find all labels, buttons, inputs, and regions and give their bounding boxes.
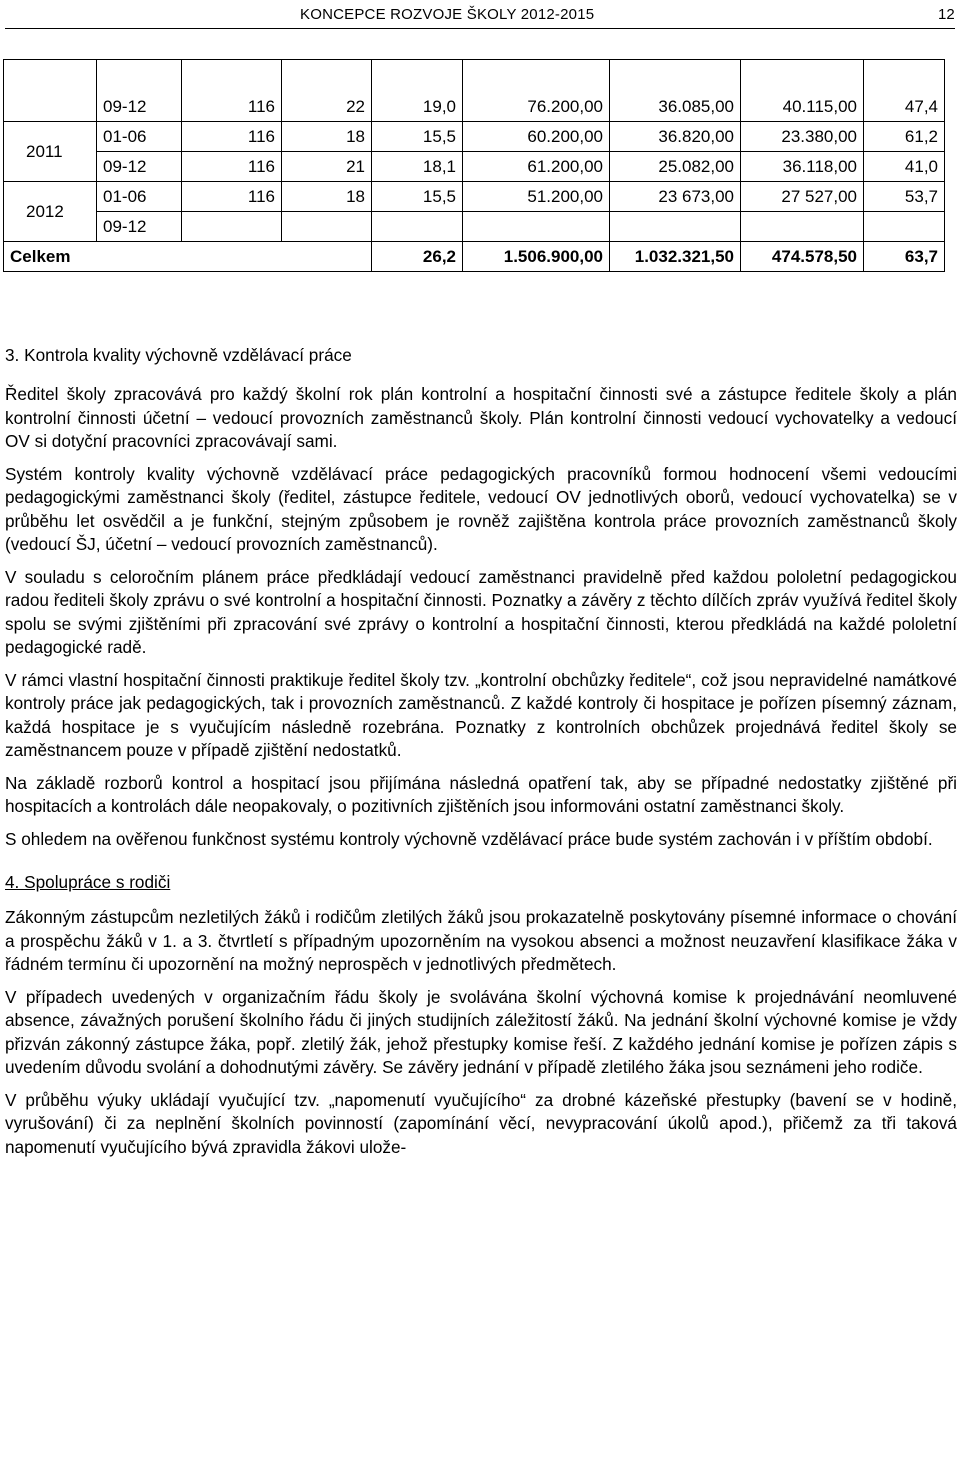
table-cell (741, 212, 864, 242)
paragraph: Zákonným zástupcům nezletilých žáků i rodičům zletilých žáků jsou prokazatelně poskytovány písemné informace o chování a prospěchu žáků v 1. a 3. čtvrtletí s případným upozorněním na vysokou absenci a možnost neuzavření klasifikace žáka v řádném termínu či upozornění na možný neprospěch v jednotlivých předmětech. (5, 907, 957, 974)
total-cell: 26,2 (372, 242, 463, 272)
page-header (0, 0, 960, 30)
page-content (5, 344, 957, 1168)
period-cell: 01-06 (97, 182, 182, 212)
table-cell (610, 212, 741, 242)
table-cell: 15,5 (372, 182, 463, 212)
period-cell: 09-12 (97, 60, 182, 122)
paragraph: V rámci vlastní hospitační činnosti praktikuje ředitel školy tzv. „kontrolní obchůzky ředitele“, což jsou nepravidelné namátkové kontroly práce jak pedagogických, tak i provozních zaměstnanců. Z každé kontroly či hospitace je pořízen písemný záznam, každá hospitace je s vyučujícím následně rozebrána. Poznatky z kontrolních obchůzek projednává ředitel školy se zaměstnancem pouze v případě zjištění nedostatků. (5, 669, 957, 760)
table-cell: 18,1 (372, 152, 463, 182)
table-cell: 15,5 (372, 122, 463, 152)
table-row (4, 182, 945, 212)
table-cell: 116 (182, 152, 282, 182)
section-heading: 3. Kontrola kvality výchovně vzdělávací práce (5, 345, 352, 365)
document-title: KONCEPCE ROZVOJE ŠKOLY 2012-2015 (300, 6, 595, 23)
table-cell: 23 673,00 (610, 182, 741, 212)
paragraph: Systém kontroly kvality výchovně vzdělávací práce pedagogických pracovníků formou hodnocení všemi vedoucími pedagogickými zaměstnanci školy (ředitel, zástupce ředitele, vedoucí OV jednotlivých oborů, vedoucí vychovatelka) se v průběhu let osvědčil a je funkční, stejným způsobem je rovněž zajištěna kontrola práce provozních zaměstnanců školy (vedoucí ŠJ, účetní – vedoucí provozních zaměstnanců). (5, 463, 957, 554)
period-cell: 09-12 (97, 152, 182, 182)
table-cell: 116 (182, 182, 282, 212)
paragraph: Ředitel školy zpracovává pro každý školní rok plán kontrolní a hospitační činnosti své a zástupce ředitele školy a plán kontrolní činnosti účetní – vedoucí provozních zaměstnanců školy. Plán kontrolní činnosti vedoucí vychovatelky a vedoucí OV si dotyční pracovníci zpracovávají sami. (5, 384, 957, 451)
year-cell: 2011 (4, 122, 97, 182)
data-table (3, 59, 945, 272)
period-cell: 09-12 (97, 212, 182, 242)
table-cell (864, 212, 945, 242)
period-cell: 01-06 (97, 122, 182, 152)
table-cell: 27 527,00 (741, 182, 864, 212)
table-cell: 21 (282, 152, 372, 182)
table-cell: 18 (282, 182, 372, 212)
table-cell: 47,4 (864, 60, 945, 122)
year-cell: 2012 (4, 182, 97, 242)
table-cell: 76.200,00 (463, 60, 610, 122)
table-cell: 36.820,00 (610, 122, 741, 152)
total-cell: 474.578,50 (741, 242, 864, 272)
table-cell: 40.115,00 (741, 60, 864, 122)
table-cell (372, 212, 463, 242)
table-cell: 23.380,00 (741, 122, 864, 152)
table-row (4, 60, 945, 122)
table-cell (463, 212, 610, 242)
table-cell: 116 (182, 122, 282, 152)
total-cell: 63,7 (864, 242, 945, 272)
total-label: Celkem (4, 242, 372, 272)
table-cell: 61,2 (864, 122, 945, 152)
paragraph: V případech uvedených v organizačním řádu školy je svolávána školní výchovná komise k projednávání neomluvené absence, závažných porušení školního řádu či jiných studijních záležitostí žáků. Na jednání školní výchovné komise je vždy přizván zákonný zástupce žáka, popř. zletilý žák, jehož přestupky komise řeší. Z každého jednání komise je pořízen zápis s uvedením důvodu svolání a dohodnutými závěry. Se závěry jednání v případě zletilého žáka jsou seznámeni jeho rodiče. (5, 986, 957, 1077)
table-row (4, 212, 945, 242)
paragraph: Na základě rozborů kontrol a hospitací jsou přijímána následná opatření tak, aby se případné nedostatky zjištěné při hospitacích a kontrolách dále neopakovaly, o pozitivních zjištěních jsou informováni ostatní zaměstnanci školy. (5, 772, 957, 816)
total-cell: 1.506.900,00 (463, 242, 610, 272)
section-heading: 4. Spolupráce s rodiči (5, 872, 171, 892)
table-cell: 61.200,00 (463, 152, 610, 182)
table-cell: 36.085,00 (610, 60, 741, 122)
table-cell: 36.118,00 (741, 152, 864, 182)
table-cell: 60.200,00 (463, 122, 610, 152)
table-cell (182, 212, 282, 242)
paragraph: S ohledem na ověřenou funkčnost systému kontroly výchovně vzdělávací práce bude systém zachován i v příštím období. (5, 828, 933, 849)
table-cell: 18 (282, 122, 372, 152)
table-cell: 19,0 (372, 60, 463, 122)
table-cell: 22 (282, 60, 372, 122)
paragraph: V průběhu výuky ukládají vyučující tzv. „napomenutí vyučujícího“ za drobné kázeňské přestupky (bavení se v hodině, vyrušování) či za neplnění školních povinností (zapomínání věcí, nevypracování úkolů apod.), přičemž za tři taková napomenutí vyučujícího bývá zpravidla žákovi ulože- (5, 1089, 957, 1157)
table-cell: 41,0 (864, 152, 945, 182)
total-cell: 1.032.321,50 (610, 242, 741, 272)
header-rule (5, 28, 955, 29)
table-cell (282, 212, 372, 242)
total-row (4, 242, 945, 272)
paragraph: V souladu s celoročním plánem práce předkládají vedoucí zaměstnanci pravidelně před každou pololetní pedagogickou radou řediteli školy zprávu o své kontrolní a hospitační činnosti. Poznatky a závěry z těchto dílčích zpráv využívá ředitel školy spolu se svými zjištěními při zpracování své zprávy o kontrolní a hospitační činnosti, kterou předkládá na každé pololetní pedagogické radě. (5, 566, 957, 657)
table-cell: 51.200,00 (463, 182, 610, 212)
table-row (4, 122, 945, 152)
year-cell (4, 60, 97, 122)
table-row (4, 152, 945, 182)
page-number: 12 (938, 6, 955, 23)
table-cell: 53,7 (864, 182, 945, 212)
table-cell: 25.082,00 (610, 152, 741, 182)
table-cell: 116 (182, 60, 282, 122)
